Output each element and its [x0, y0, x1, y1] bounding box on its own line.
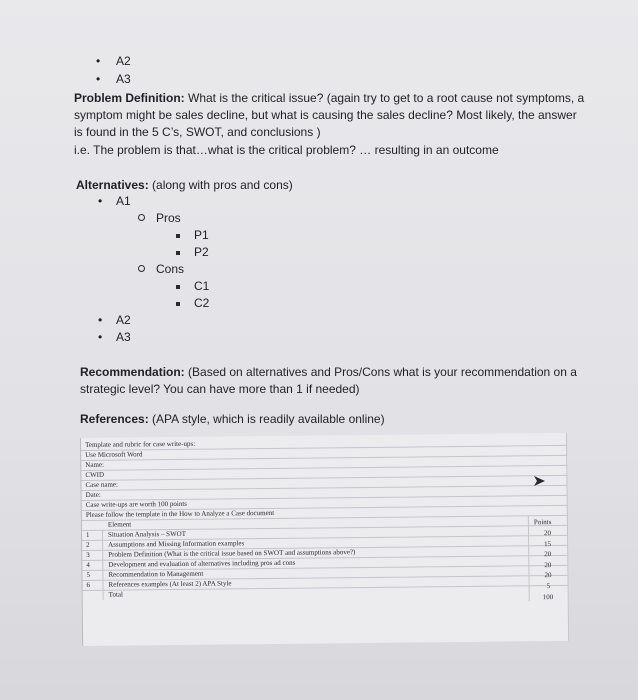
square-bullet-icon — [176, 285, 180, 289]
cons-label: Cons — [156, 262, 185, 276]
pro-p2: P2 — [194, 245, 209, 259]
problem-definition-line1: Problem Definition: What is the critical issue? (again try to get to a root cause not symptoms, a — [74, 91, 585, 105]
problem-definition-line2: symptom might be sales decline, but what is causing the sales decline? Most likely, the answer — [74, 108, 577, 122]
table-row: Use Microsoft Word — [81, 445, 567, 461]
references-line: References: (APA style, which is readily available online) — [80, 412, 385, 426]
mouse-cursor-icon — [532, 474, 546, 488]
alternatives-label: Alternatives: — [76, 178, 149, 192]
bullet-dot: • — [96, 72, 101, 86]
circle-bullet-icon — [138, 214, 145, 221]
table-row: Name: — [81, 455, 567, 471]
pros-label: Pros — [156, 211, 181, 225]
table-row: CWID — [81, 465, 567, 481]
problem-definition-line4: i.e. The problem is that…what is the critical problem? … resulting in an outcome — [74, 143, 499, 157]
alternative-a3: A3 — [116, 330, 131, 344]
recommendation-line2: strategic level? You can have more than 1 if needed) — [80, 382, 360, 396]
square-bullet-icon — [176, 302, 180, 306]
table-divider — [566, 433, 569, 641]
table-row: Date: — [82, 485, 568, 501]
table-row: Total 100 — [108, 590, 554, 602]
con-c1: C1 — [194, 279, 210, 293]
rubric-table — [80, 433, 569, 646]
bullet-a2-top: A2 — [116, 54, 131, 68]
problem-definition-line3: is found in the 5 C’s, SWOT, and conclusions ) — [74, 125, 321, 139]
table-row: Please follow the template in the How to Analyze a Case document — [82, 505, 568, 521]
bullet-dot: • — [98, 313, 103, 327]
table-row: 1 Situation Analysis – SWOT 20 — [82, 525, 568, 541]
table-row: 3 Problem Definition (What is the critical issue based on SWOT and assumptions above?) 20 — [82, 545, 568, 561]
points-header: Points — [533, 518, 552, 527]
pro-p1: P1 — [194, 228, 209, 242]
table-row: Case write-ups are worth 100 points — [82, 495, 568, 511]
references-label: References: — [80, 412, 149, 426]
con-c2: C2 — [194, 296, 210, 310]
square-bullet-icon — [176, 251, 180, 255]
table-row: 5 Recommendation to Management 20 — [82, 565, 568, 581]
bullet-a3-top: A3 — [116, 72, 131, 86]
table-row: Template and rubric for case write-ups: — [81, 435, 567, 451]
table-row: 4 Development and evaluation of alternatives including pros ad cons 20 — [82, 555, 568, 571]
table-row: 6 References examples (At least 2) APA Style 5 — [82, 575, 568, 591]
circle-bullet-icon — [138, 265, 145, 272]
table-row: Case name: — [81, 475, 567, 491]
square-bullet-icon — [176, 234, 180, 238]
alternatives-heading: Alternatives: (along with pros and cons) — [76, 178, 293, 192]
table-row: 2 Assumptions and Missing Information examples 15 — [82, 535, 568, 551]
alternative-a2: A2 — [116, 313, 131, 327]
bullet-dot: • — [98, 194, 103, 208]
recommendation-line1: Recommendation: (Based on alternatives and Pros/Cons what is your recommendation on a — [80, 365, 577, 379]
bullet-dot: • — [96, 54, 101, 68]
element-header: Element — [107, 520, 132, 529]
recommendation-label: Recommendation: — [80, 365, 185, 379]
problem-definition-label: Problem Definition: — [74, 91, 185, 105]
bullet-dot: • — [98, 330, 103, 344]
alternative-a1: A1 — [116, 194, 131, 208]
